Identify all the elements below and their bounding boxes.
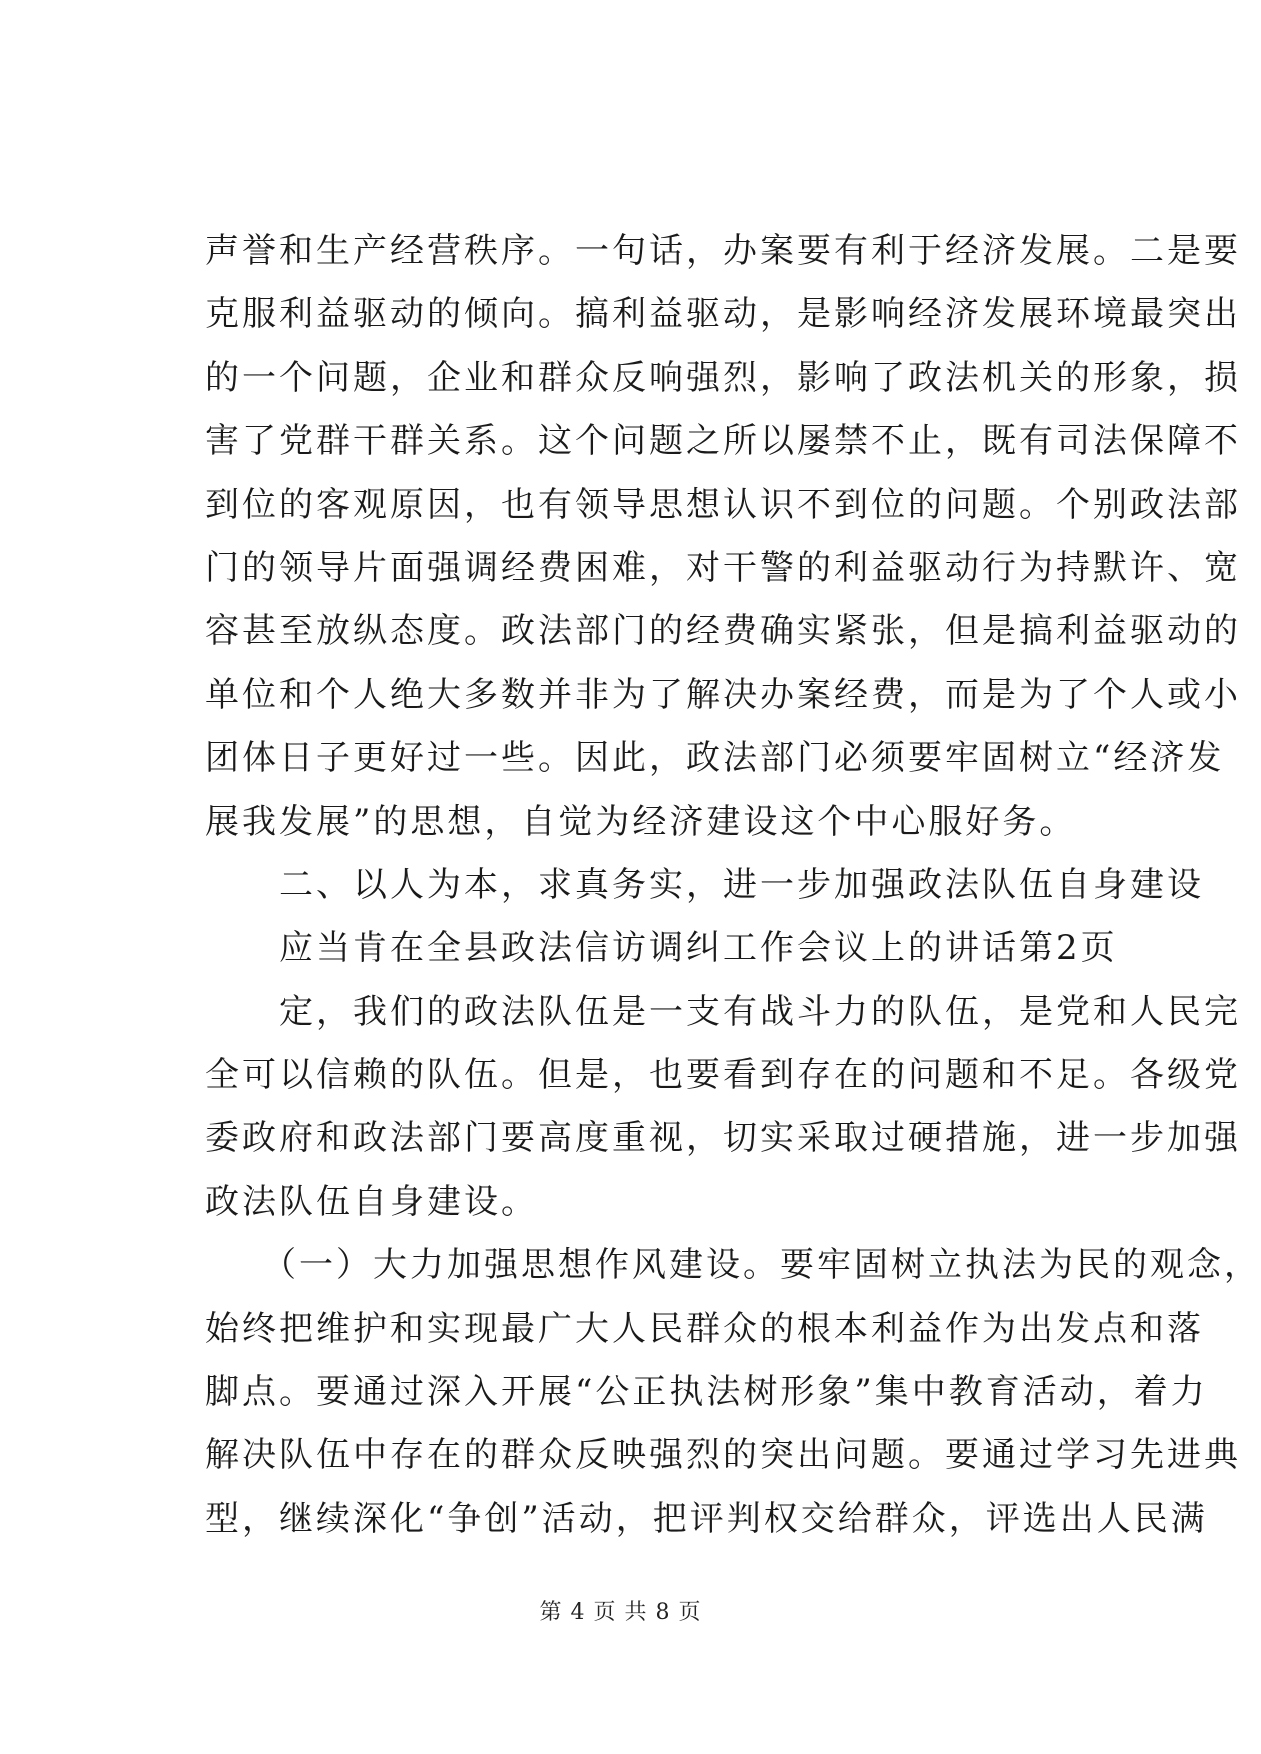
document-body [205, 220, 1261, 1551]
text-line: 始终把维护和实现最广大人民群众的根本利益作为出发点和落 [205, 1308, 1204, 1349]
text-line: 声誉和生产经营秩序。一句话，办案要有利于经济发展。二是要 [205, 231, 1241, 271]
text-line: 展我发展”的思想，自觉为经济建设这个中心服好务。 [205, 801, 1077, 842]
text-line: 克服利益驱动的倾向。搞利益驱动，是影响经济发展环境最突出 [205, 294, 1241, 335]
text-line: 全可以信赖的队伍。但是，也要看到存在的问题和不足。各级党 [205, 1055, 1241, 1096]
text-line: 政法队伍自身建设。 [205, 1181, 538, 1222]
text-line: 容甚至放纵态度。政法部门的经费确实紧张，但是搞利益驱动的 [205, 611, 1241, 652]
text-line: 团体日子更好过一些。因此，政法部门必须要牢固树立“经济发 [205, 738, 1225, 779]
text-line: 到位的客观原因，也有领导思想认识不到位的问题。个别政法部 [205, 484, 1241, 525]
text-line: （一）大力加强思想作风建设。要牢固树立执法为民的观念， [205, 1245, 1261, 1286]
page-number-footer: 第 4 页 共 8 页 [539, 1600, 702, 1625]
text-line: 型，继续深化“争创”活动，把评判权交给群众，评选出人民满 [205, 1498, 1208, 1539]
text-line: 害了党群干群关系。这个问题之所以屡禁不止，既有司法保障不 [205, 421, 1241, 462]
text-line: 的一个问题，企业和群众反响强烈，影响了政法机关的形象，损 [205, 357, 1241, 398]
page-title-line: 应当肯在全县政法信访调纠工作会议上的讲话第2页 [205, 928, 1118, 969]
text-line: 脚点。要通过深入开展“公正执法树形象”集中教育活动，着力 [205, 1372, 1208, 1413]
text-line: 门的领导片面强调经费困难，对干警的利益驱动行为持默许、宽 [205, 547, 1241, 588]
text-line: 单位和个人绝大多数并非为了解决办案经费，而是为了个人或小 [205, 674, 1241, 715]
section-heading: 二、以人为本，求真务实，进一步加强政法队伍自身建设 [205, 864, 1204, 905]
text-line: 委政府和政法部门要高度重视，切实采取过硬措施，进一步加强 [205, 1118, 1241, 1159]
text-line: 解决队伍中存在的群众反映强烈的突出问题。要通过学习先进典 [205, 1435, 1241, 1476]
text-line: 定，我们的政法队伍是一支有战斗力的队伍，是党和人民完 [205, 991, 1241, 1032]
